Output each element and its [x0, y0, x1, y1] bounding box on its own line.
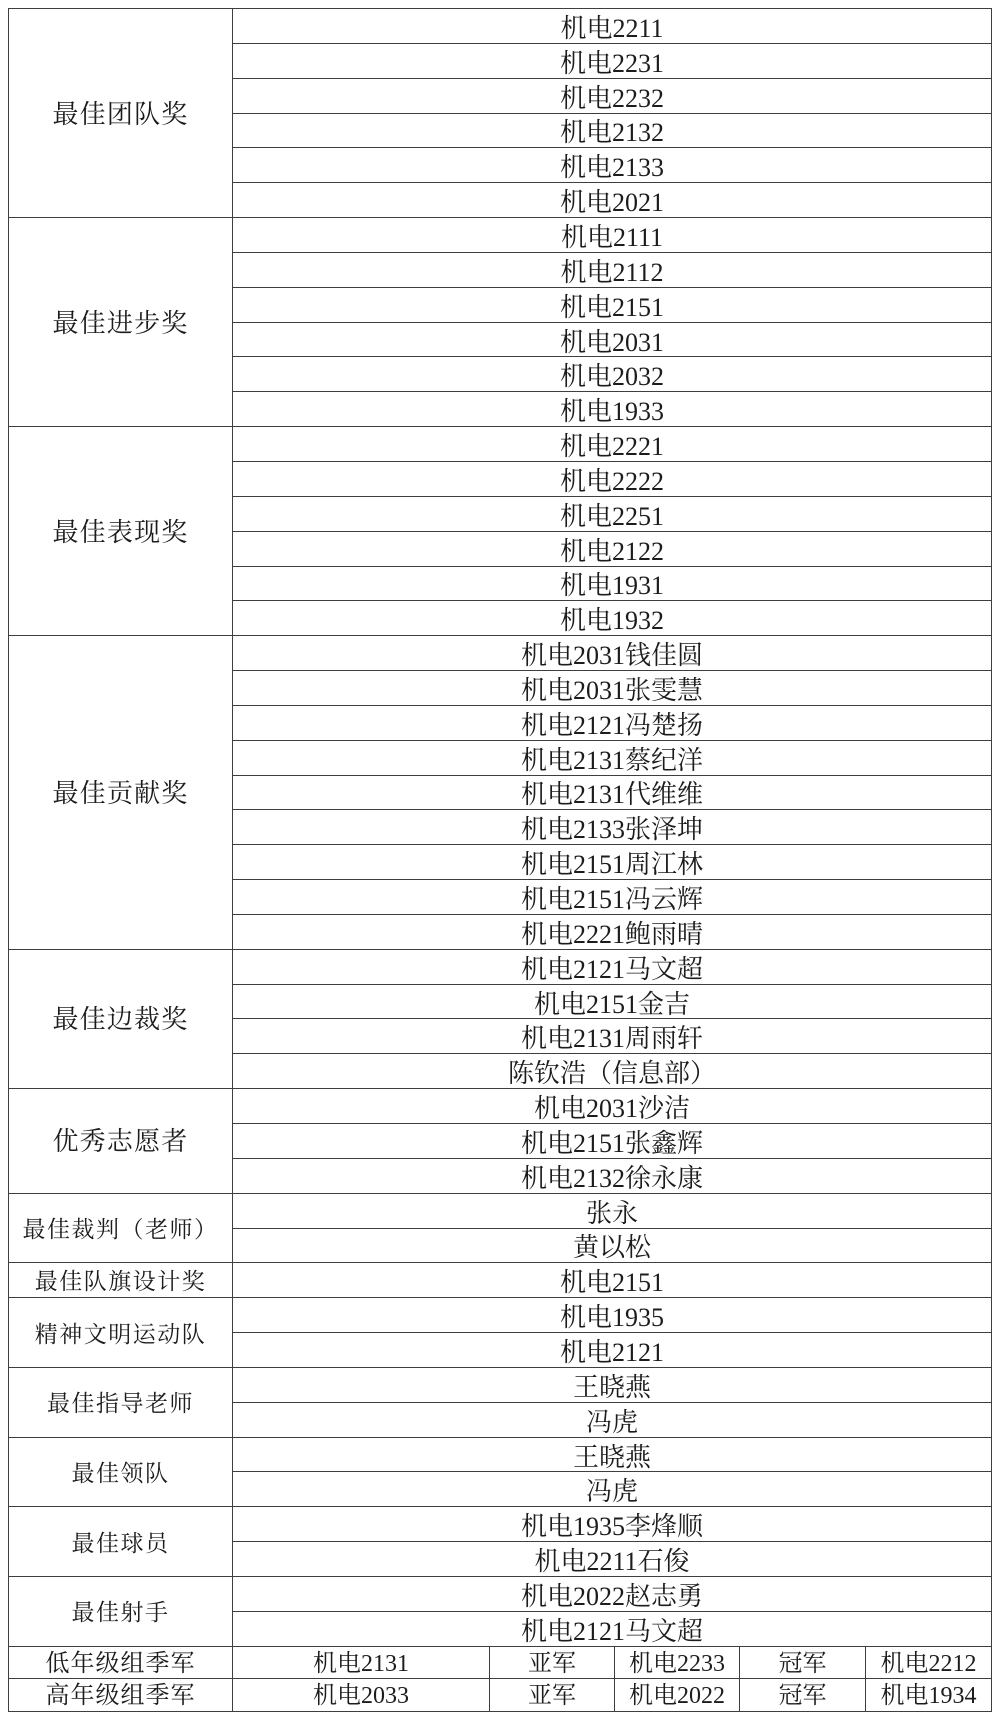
winner-cell: 机电2132	[233, 113, 992, 148]
winner-cell: 机电1935李烽顺	[233, 1507, 992, 1542]
award-category-best-player: 最佳球员	[9, 1507, 233, 1577]
table-row	[9, 218, 992, 253]
table-row	[9, 1437, 992, 1472]
table-row	[9, 636, 992, 671]
runner-up-team: 机电2022	[615, 1679, 740, 1712]
winner-cell: 冯虎	[233, 1402, 992, 1437]
table-row	[9, 1263, 992, 1298]
award-category-best-contribution: 最佳贡献奖	[9, 636, 233, 950]
winner-cell: 陈钦浩（信息部）	[233, 1054, 992, 1089]
table-row	[9, 949, 992, 984]
table-row	[9, 9, 992, 44]
award-category-best-coach: 最佳指导老师	[9, 1367, 233, 1437]
winner-cell: 黄以松	[233, 1228, 992, 1263]
table-row	[9, 1089, 992, 1124]
winner-cell: 机电2022赵志勇	[233, 1576, 992, 1611]
winner-cell: 王晓燕	[233, 1367, 992, 1402]
award-category-best-team: 最佳团队奖	[9, 9, 233, 218]
winner-cell: 机电2251	[233, 496, 992, 531]
winner-cell: 机电2221	[233, 427, 992, 462]
winner-cell: 机电2131周雨轩	[233, 1019, 992, 1054]
winner-cell: 机电2222	[233, 461, 992, 496]
champion-team: 机电1934	[866, 1679, 992, 1712]
winner-cell: 机电2221鲍雨晴	[233, 914, 992, 949]
champion-label: 冠军	[740, 1646, 866, 1679]
winner-cell: 机电2151	[233, 1263, 992, 1298]
winner-cell: 机电2121	[233, 1333, 992, 1368]
winner-cell: 机电2031张雯慧	[233, 671, 992, 706]
winner-cell: 机电2111	[233, 218, 992, 253]
winner-cell: 机电2232	[233, 78, 992, 113]
winner-cell: 机电2133张泽坤	[233, 810, 992, 845]
winner-cell: 机电2133	[233, 148, 992, 183]
winner-cell: 机电2021	[233, 183, 992, 218]
winner-cell: 机电2031钱佳圆	[233, 636, 992, 671]
group-label: 低年级组季军	[9, 1646, 233, 1679]
award-category-best-team-leader: 最佳领队	[9, 1437, 233, 1507]
winner-cell: 机电2211石俊	[233, 1542, 992, 1577]
award-category-best-linesman: 最佳边裁奖	[9, 949, 233, 1088]
group-label: 高年级组季军	[9, 1679, 233, 1712]
award-category-outstanding-volunteer: 优秀志愿者	[9, 1089, 233, 1194]
winner-cell: 冯虎	[233, 1472, 992, 1507]
table-row	[9, 1367, 992, 1402]
award-category-best-flag-design: 最佳队旗设计奖	[9, 1263, 233, 1298]
champion-team: 机电2212	[866, 1646, 992, 1679]
award-category-best-referee-teacher: 最佳裁判（老师）	[9, 1193, 233, 1263]
winner-cell: 机电2121冯楚扬	[233, 705, 992, 740]
finals-row-junior	[9, 1646, 992, 1679]
runner-up-team: 机电2233	[615, 1646, 740, 1679]
winner-cell: 机电2211	[233, 9, 992, 44]
winner-cell: 机电2151冯云辉	[233, 880, 992, 915]
table-row	[9, 1193, 992, 1228]
winner-cell: 机电2121马文超	[233, 1611, 992, 1646]
winner-cell: 机电2151张鑫辉	[233, 1124, 992, 1159]
award-category-sportsmanship-team: 精神文明运动队	[9, 1298, 233, 1368]
awards-table	[8, 8, 992, 1712]
table-row	[9, 427, 992, 462]
winner-cell: 机电2151周江林	[233, 845, 992, 880]
winner-cell: 机电2031沙洁	[233, 1089, 992, 1124]
winner-cell: 机电1935	[233, 1298, 992, 1333]
runner-up-label: 亚军	[490, 1646, 615, 1679]
table-row	[9, 1507, 992, 1542]
champion-label: 冠军	[740, 1679, 866, 1712]
winner-cell: 机电2151金吉	[233, 984, 992, 1019]
winner-cell: 机电2131蔡纪洋	[233, 740, 992, 775]
winner-cell: 机电2122	[233, 531, 992, 566]
third-place-team: 机电2131	[233, 1646, 490, 1679]
award-category-best-progress: 最佳进步奖	[9, 218, 233, 427]
runner-up-label: 亚军	[490, 1679, 615, 1712]
table-row	[9, 1576, 992, 1611]
winner-cell: 机电2132徐永康	[233, 1158, 992, 1193]
finals-row-senior	[9, 1679, 992, 1712]
winner-cell: 机电1933	[233, 392, 992, 427]
winner-cell: 机电2121马文超	[233, 949, 992, 984]
winner-cell: 机电1932	[233, 601, 992, 636]
winner-cell: 张永	[233, 1193, 992, 1228]
winner-cell: 机电1931	[233, 566, 992, 601]
winner-cell: 机电2032	[233, 357, 992, 392]
winner-cell: 机电2031	[233, 322, 992, 357]
award-category-best-performance: 最佳表现奖	[9, 427, 233, 636]
winner-cell: 机电2112	[233, 252, 992, 287]
winner-cell: 机电2151	[233, 287, 992, 322]
third-place-team: 机电2033	[233, 1679, 490, 1712]
winner-cell: 机电2231	[233, 43, 992, 78]
award-category-top-scorer: 最佳射手	[9, 1576, 233, 1646]
table-row	[9, 1298, 992, 1333]
winner-cell: 王晓燕	[233, 1437, 992, 1472]
winner-cell: 机电2131代维维	[233, 775, 992, 810]
